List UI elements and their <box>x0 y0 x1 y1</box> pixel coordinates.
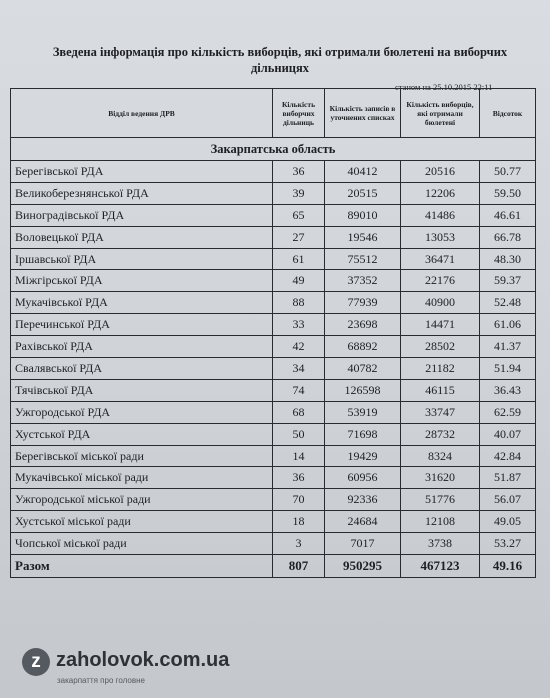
header-stations: Кількість виборчих дільниць <box>273 89 325 138</box>
table-row <box>11 379 536 401</box>
cell-percent: 53.27 <box>480 533 536 555</box>
cell-name: Тячівської РДА <box>11 379 273 401</box>
cell-name: Мукачівської міської ради <box>11 467 273 489</box>
cell-name: Ужгородської міської ради <box>11 489 273 511</box>
cell-percent: 52.48 <box>480 292 536 314</box>
cell-ballots: 46115 <box>401 379 480 401</box>
table-row <box>11 467 536 489</box>
cell-stations: 36 <box>273 161 325 183</box>
cell-records: 60956 <box>325 467 401 489</box>
cell-records: 77939 <box>325 292 401 314</box>
cell-percent: 50.77 <box>480 161 536 183</box>
cell-records: 40782 <box>325 358 401 380</box>
cell-percent: 48.30 <box>480 248 536 270</box>
region-name: Закарпатська область <box>11 138 536 161</box>
watermark-tagline: закарпаття про головне <box>57 676 145 685</box>
cell-records: 37352 <box>325 270 401 292</box>
total-ballots: 467123 <box>401 555 480 578</box>
cell-name: Берегівської РДА <box>11 161 273 183</box>
cell-name: Берегівської міської ради <box>11 445 273 467</box>
cell-ballots: 41486 <box>401 204 480 226</box>
cell-ballots: 3738 <box>401 533 480 555</box>
region-row <box>11 138 536 161</box>
total-stations: 807 <box>273 555 325 578</box>
cell-ballots: 20516 <box>401 161 480 183</box>
cell-stations: 27 <box>273 226 325 248</box>
cell-records: 24684 <box>325 511 401 533</box>
cell-stations: 18 <box>273 511 325 533</box>
cell-percent: 46.61 <box>480 204 536 226</box>
table-row <box>11 314 536 336</box>
cell-records: 68892 <box>325 336 401 358</box>
table-row <box>11 248 536 270</box>
cell-stations: 70 <box>273 489 325 511</box>
cell-percent: 61.06 <box>480 314 536 336</box>
cell-stations: 3 <box>273 533 325 555</box>
cell-records: 40412 <box>325 161 401 183</box>
header-percent: Відсоток <box>480 89 536 138</box>
cell-records: 23698 <box>325 314 401 336</box>
cell-percent: 59.50 <box>480 182 536 204</box>
cell-ballots: 33747 <box>401 401 480 423</box>
cell-stations: 61 <box>273 248 325 270</box>
total-label: Разом <box>11 555 273 578</box>
cell-percent: 59.37 <box>480 270 536 292</box>
cell-percent: 42.84 <box>480 445 536 467</box>
cell-ballots: 28502 <box>401 336 480 358</box>
cell-stations: 88 <box>273 292 325 314</box>
cell-records: 19429 <box>325 445 401 467</box>
cell-stations: 39 <box>273 182 325 204</box>
table-row <box>11 445 536 467</box>
cell-ballots: 12206 <box>401 182 480 204</box>
cell-ballots: 21182 <box>401 358 480 380</box>
table-row <box>11 511 536 533</box>
cell-name: Рахівської РДА <box>11 336 273 358</box>
cell-stations: 50 <box>273 423 325 445</box>
table-row <box>11 358 536 380</box>
cell-ballots: 8324 <box>401 445 480 467</box>
cell-ballots: 14471 <box>401 314 480 336</box>
cell-name: Свалявської РДА <box>11 358 273 380</box>
cell-percent: 66.78 <box>480 226 536 248</box>
table-row <box>11 182 536 204</box>
header-ballots: Кількість виборців, які отримали бюлетені <box>401 89 480 138</box>
cell-records: 20515 <box>325 182 401 204</box>
table-row <box>11 226 536 248</box>
cell-stations: 42 <box>273 336 325 358</box>
cell-name: Ужгородської РДА <box>11 401 273 423</box>
cell-ballots: 51776 <box>401 489 480 511</box>
header-dept: Відділ ведення ДРВ <box>11 89 273 138</box>
cell-records: 89010 <box>325 204 401 226</box>
cell-percent: 41.37 <box>480 336 536 358</box>
cell-percent: 40.07 <box>480 423 536 445</box>
cell-ballots: 31620 <box>401 467 480 489</box>
cell-ballots: 40900 <box>401 292 480 314</box>
table-row <box>11 336 536 358</box>
cell-percent: 62.59 <box>480 401 536 423</box>
cell-name: Перечинської РДА <box>11 314 273 336</box>
cell-name: Воловецької РДА <box>11 226 273 248</box>
table-row <box>11 423 536 445</box>
cell-stations: 68 <box>273 401 325 423</box>
table-row <box>11 489 536 511</box>
cell-ballots: 13053 <box>401 226 480 248</box>
cell-name: Хустської міської ради <box>11 511 273 533</box>
cell-stations: 36 <box>273 467 325 489</box>
cell-stations: 74 <box>273 379 325 401</box>
cell-name: Міжгірської РДА <box>11 270 273 292</box>
cell-ballots: 12108 <box>401 511 480 533</box>
table-row <box>11 270 536 292</box>
cell-stations: 49 <box>273 270 325 292</box>
cell-ballots: 22176 <box>401 270 480 292</box>
cell-records: 126598 <box>325 379 401 401</box>
cell-name: Іршавської РДА <box>11 248 273 270</box>
cell-percent: 36.43 <box>480 379 536 401</box>
cell-percent: 51.87 <box>480 467 536 489</box>
cell-records: 7017 <box>325 533 401 555</box>
cell-name: Виноградівської РДА <box>11 204 273 226</box>
cell-records: 92336 <box>325 489 401 511</box>
cell-stations: 14 <box>273 445 325 467</box>
cell-stations: 34 <box>273 358 325 380</box>
table-row <box>11 401 536 423</box>
table-row <box>11 533 536 555</box>
total-row <box>11 555 536 578</box>
cell-records: 19546 <box>325 226 401 248</box>
cell-percent: 51.94 <box>480 358 536 380</box>
as-of-timestamp: станом на 25.10.2015 22:11 <box>395 82 493 92</box>
cell-ballots: 28732 <box>401 423 480 445</box>
cell-percent: 56.07 <box>480 489 536 511</box>
header-records: Кількість записів в уточнених списках <box>325 89 401 138</box>
table-row <box>11 292 536 314</box>
cell-ballots: 36471 <box>401 248 480 270</box>
table-header-row <box>11 89 536 138</box>
total-percent: 49.16 <box>480 555 536 578</box>
cell-stations: 33 <box>273 314 325 336</box>
cell-name: Мукачівської РДА <box>11 292 273 314</box>
document-title: Зведена інформація про кількість виборців, які отримали бюлетені на виборчих дільницях <box>52 45 508 75</box>
cell-name: Хустської РДА <box>11 423 273 445</box>
table-row <box>11 161 536 183</box>
cell-records: 53919 <box>325 401 401 423</box>
cell-records: 71698 <box>325 423 401 445</box>
zaholovok-logo: z <box>22 648 50 676</box>
cell-records: 75512 <box>325 248 401 270</box>
watermark-site: zaholovok.com.ua <box>56 649 230 671</box>
cell-name: Чопської міської ради <box>11 533 273 555</box>
results-table <box>10 88 536 578</box>
cell-name: Великоберезнянської РДА <box>11 182 273 204</box>
table-row <box>11 204 536 226</box>
cell-percent: 49.05 <box>480 511 536 533</box>
total-records: 950295 <box>325 555 401 578</box>
cell-stations: 65 <box>273 204 325 226</box>
